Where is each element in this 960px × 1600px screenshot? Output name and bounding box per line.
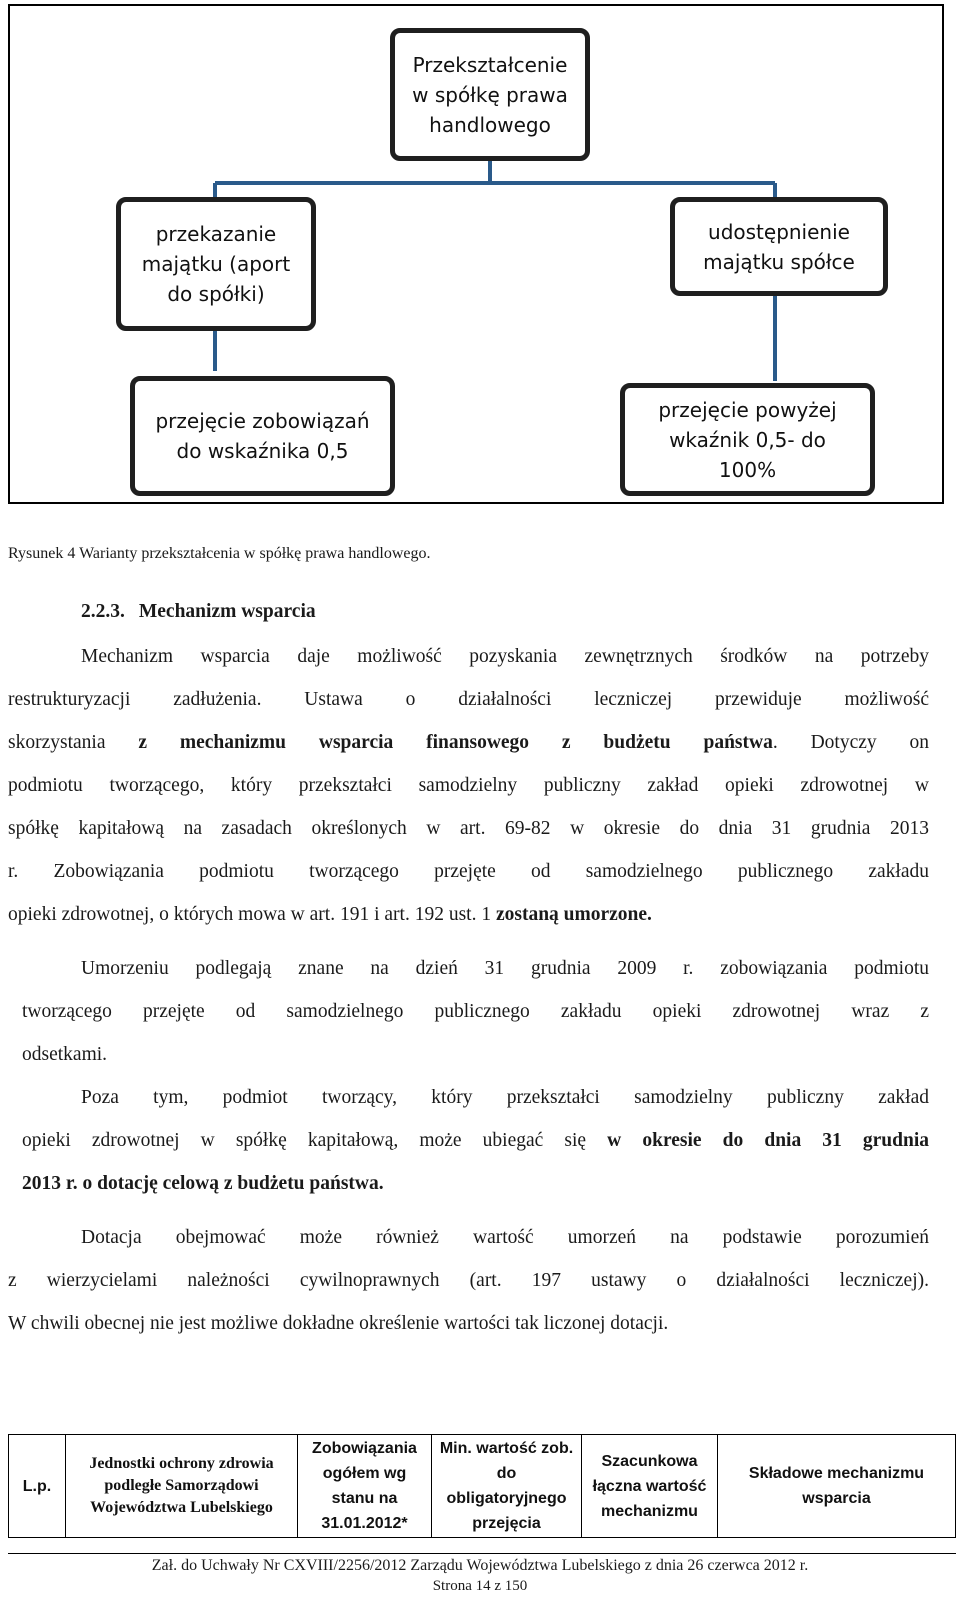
- section-heading: [81, 601, 330, 623]
- col-units: Jednostki ochrony zdrowia podległe Samorządowi Województwa Lubelskiego: [66, 1435, 298, 1538]
- section-title: Mechanizm wsparcia: [138, 601, 316, 622]
- figure-caption: Rysunek 4 Warianty przekształcenia w spółkę prawa handlowego.: [8, 545, 431, 562]
- p1-line-3-c: . Dotyczy on: [772, 732, 930, 753]
- col-components: Składowe mechanizmu wsparcia: [718, 1435, 956, 1538]
- p1-line-1: Mechanizm wsparcia daje możliwość pozyskania zewnętrznych środków na potrzeby: [81, 646, 929, 667]
- footer-note: Zał. do Uchwały Nr CXVIII/2256/2012 Zarządu Województwa Lubelskiego z dnia 26 czerwca 2012 r.: [151, 1557, 809, 1574]
- node-left-top: przekazanie majątku (aport do spółki): [116, 197, 316, 331]
- node-root: Przekształcenie w spółkę prawa handlowego: [390, 28, 590, 161]
- col-liabilities: Zobowiązania ogółem wg stanu na 31.01.2012*: [298, 1435, 432, 1538]
- p2-line-2: tworzącego przejęte od samodzielnego publicznego zakładu opieki zdrowotnej wraz z: [22, 1001, 929, 1022]
- p3-line-2-bold: w okresie do dnia 31 grudnia: [607, 1130, 930, 1151]
- p3-line-2-a: opieki zdrowotnej w spółkę kapitałową, może ubiegać się: [22, 1130, 608, 1151]
- col-min-value: Min. wartość zob. do obligatoryjnego przejęcia: [432, 1435, 582, 1538]
- mechanism-table: [8, 1434, 956, 1538]
- node-right-top: udostępnienie majątku spółce: [670, 197, 888, 296]
- p2-line-1: Umorzeniu podlegają znane na dzień 31 grudnia 2009 r. zobowiązania podmiotu: [81, 958, 929, 979]
- p1-line-2: restrukturyzacji zadłużenia. Ustawa o działalności leczniczej przewiduje możliwość: [8, 689, 929, 710]
- p3-line-2: [22, 1130, 929, 1152]
- p4-line-3: W chwili obecnej nie jest możliwe dokładne określenie wartości tak liczonej dotacji.: [8, 1313, 669, 1334]
- p1-line-7: [8, 904, 652, 926]
- p1-line-6: r. Zobowiązania podmiotu tworzącego przejęte od samodzielnego publicznego zakładu: [8, 861, 929, 882]
- p4-line-1: Dotacja obejmować może również wartość umorzeń na podstawie porozumień: [81, 1227, 929, 1248]
- table-header-row: [9, 1435, 956, 1538]
- p1-line-7-bold: zostaną umorzone.: [495, 904, 652, 925]
- org-diagram: [8, 4, 944, 504]
- col-estimated-value: Szacunkowa łączna wartość mechanizmu: [582, 1435, 718, 1538]
- p1-line-7-a: opieki zdrowotnej, o których mowa w art. 191 i art. 192 ust. 1: [8, 904, 496, 925]
- p3-line-1: Poza tym, podmiot tworzący, który przekształci samodzielny publiczny zakład: [81, 1087, 929, 1108]
- node-left-bottom: przejęcie zobowiązań do wskaźnika 0,5: [130, 376, 395, 496]
- p2-line-3: odsetkami.: [22, 1044, 108, 1065]
- col-lp: L.p.: [9, 1435, 66, 1538]
- p1-line-3-bold: z mechanizmu wsparcia finansowego z budżetu państwa: [138, 732, 773, 753]
- p4-line-2: z wierzycielami należności cywilnoprawnych (art. 197 ustawy o działalności leczniczej).: [8, 1270, 929, 1291]
- p1-line-5: spółkę kapitałową na zasadach określonych w art. 69-82 w okresie do dnia 31 grudnia 2013: [8, 818, 929, 839]
- p3-line-3: 2013 r. o dotację celową z budżetu państwa.: [22, 1173, 384, 1194]
- p1-line-4: podmiotu tworzącego, który przekształci samodzielny publiczny zakład opieki zdrowotnej w: [8, 775, 929, 796]
- node-right-bottom: przejęcie powyżej wkaźnik 0,5- do 100%: [620, 383, 875, 496]
- p1-line-3: [8, 732, 929, 754]
- page-number: Strona 14 z 150: [432, 1578, 528, 1594]
- footer-divider: [8, 1553, 956, 1554]
- p1-line-3-a: skorzystania: [8, 732, 139, 753]
- section-number: 2.2.3.: [81, 601, 125, 622]
